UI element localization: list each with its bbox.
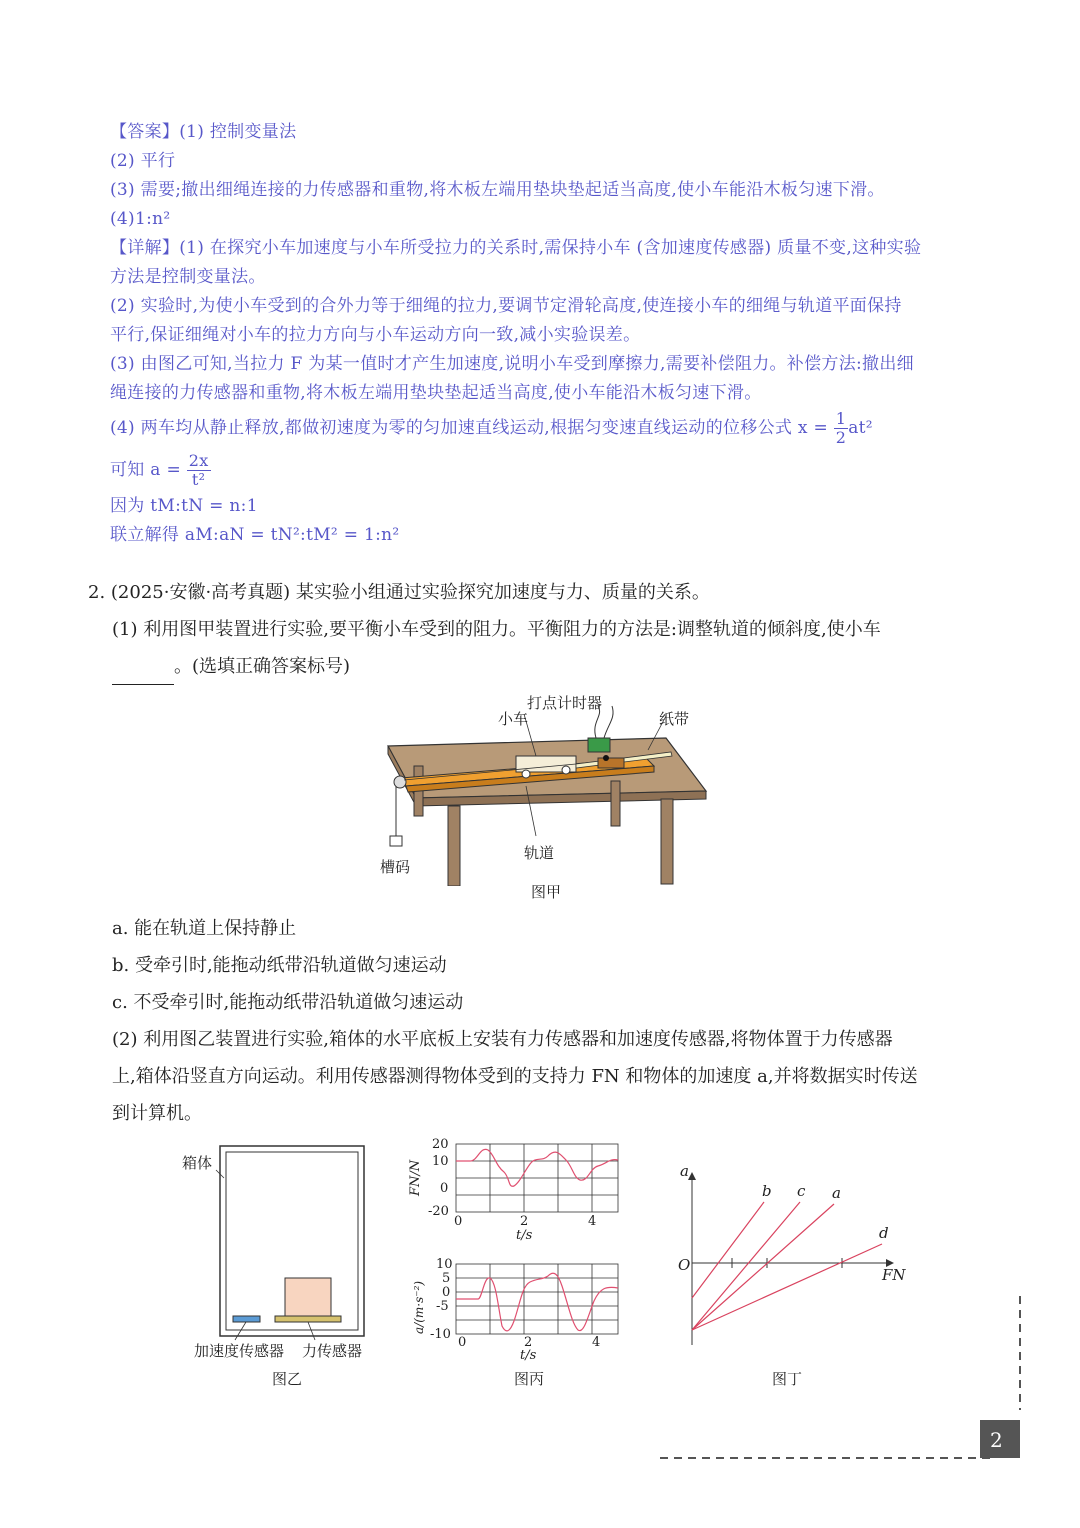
label-weight: 槽码 xyxy=(380,858,411,876)
detail-line-6: 因为 tM:tN = n:1 xyxy=(110,496,258,516)
label-box: 箱体 xyxy=(182,1154,213,1172)
detail-line-1b: 方法是控制变量法。 xyxy=(110,267,266,287)
question-part1-line2: 。(选填正确答案标号) xyxy=(88,648,1008,685)
top-ytick-3: 0 xyxy=(440,1181,449,1196)
bot-xtick-2: 2 xyxy=(524,1335,533,1350)
question-part2-line3: 到计算机。 xyxy=(112,1103,202,1124)
answer-block xyxy=(110,118,1000,550)
ding-origin-label: O xyxy=(678,1256,691,1274)
answer-blank[interactable] xyxy=(112,664,174,685)
label-timer: 打点计时器 xyxy=(527,694,603,712)
ding-line-b-label: b xyxy=(762,1182,772,1200)
question-2 xyxy=(88,574,1008,685)
figure-jia xyxy=(376,686,716,906)
page-number: 2 xyxy=(990,1428,1003,1452)
label-tape: 纸带 xyxy=(659,710,690,728)
ding-line-d-label: d xyxy=(879,1224,889,1242)
bot-xtick-0: 0 xyxy=(458,1335,467,1350)
caption-ding: 图丁 xyxy=(772,1370,803,1388)
ding-x-axis-label: FN xyxy=(882,1266,906,1284)
detail-line-4: (4) 两车均从静止释放,都做初速度为零的匀加速直线运动,根据匀变速直线运动的位移公式 x = $\frac{1}{2}$ at² xyxy=(110,409,873,447)
bot-xtick-4: 4 xyxy=(592,1335,601,1350)
answer-line-4: (4)1:n² xyxy=(110,209,171,229)
bot-ytick-1: 10 xyxy=(436,1257,453,1272)
label-force-sensor: 力传感器 xyxy=(302,1342,363,1360)
fraction-half: $\frac{1}{2}$ xyxy=(835,409,847,447)
top-ylabel: FN/N xyxy=(408,1159,423,1196)
top-ytick-4: -20 xyxy=(428,1204,449,1219)
caption-bing: 图丙 xyxy=(514,1370,545,1388)
detail-line-2a: (2) 实验时,为使小车受到的合外力等于细绳的拉力,要调节定滑轮高度,使连接小车的细绳与轨道平面保持 xyxy=(110,296,902,316)
ding-line-c-label: c xyxy=(797,1182,806,1200)
top-ytick-2: 10 xyxy=(432,1154,449,1169)
top-xtick-2: 2 xyxy=(520,1214,529,1229)
option-c: c. 不受牵引时,能拖动纸带沿轨道做匀速运动 xyxy=(112,992,464,1013)
question-part2-line1: (2) 利用图乙装置进行实验,箱体的水平底板上安装有力传感器和加速度传感器,将物体置于力传感器 xyxy=(112,1029,893,1050)
question-part1-line1: (1) 利用图甲装置进行实验,要平衡小车受到的阻力。平衡阻力的方法是:调整轨道的倾斜度,使小车 xyxy=(112,619,881,640)
ding-line-a-label: a xyxy=(832,1184,841,1202)
answer-line-3: (3) 需要;撤出细绳连接的力传感器和重物,将木板左端用垫块垫起适当高度,使小车能沿木板匀速下滑。 xyxy=(110,180,885,200)
top-xlabel: t/s xyxy=(516,1228,533,1243)
detail-line-5: 可知 a = $\frac{2x}{\text{t²}}$ xyxy=(110,451,209,489)
detail-line-3b: 绳连接的力传感器和重物,将木板左端用垫块垫起适当高度,使小车能沿木板匀速下滑。 xyxy=(110,383,762,403)
bot-ytick-4: -5 xyxy=(436,1299,449,1314)
answer-line-1: 【答案】(1) 控制变量法 xyxy=(110,122,297,142)
top-ytick-1: 20 xyxy=(432,1137,449,1152)
label-acc-sensor: 加速度传感器 xyxy=(194,1342,285,1360)
bot-ytick-3: 0 xyxy=(442,1285,451,1300)
caption-jia: 图甲 xyxy=(531,883,562,901)
option-a: a. 能在轨道上保持静止 xyxy=(112,918,297,939)
bot-ytick-2: 5 xyxy=(442,1271,451,1286)
detail-line-1a: 【详解】(1) 在探究小车加速度与小车所受拉力的关系时,需保持小车 (含加速度传感器) 质量不变,这种实验 xyxy=(110,238,922,258)
label-track: 轨道 xyxy=(524,844,555,862)
bot-xlabel: t/s xyxy=(520,1348,537,1363)
detail-line-2b: 平行,保证细绳对小车的拉力方向与小车运动方向一致,减小实验误差。 xyxy=(110,325,641,345)
bot-ytick-5: -10 xyxy=(430,1327,451,1342)
question-header: 2. (2025·安徽·高考真题) 某实验小组通过实验探究加速度与力、质量的关系。 xyxy=(88,582,710,603)
top-xtick-0: 0 xyxy=(454,1214,463,1229)
option-b: b. 受牵引时,能拖动纸带沿轨道做匀速运动 xyxy=(112,955,447,976)
figure-yi xyxy=(180,1140,380,1390)
bot-ylabel: a/(m·s⁻²) xyxy=(412,1280,426,1334)
top-xtick-4: 4 xyxy=(588,1214,597,1229)
detail-line-3a: (3) 由图乙可知,当拉力 F 为某一值时才产生加速度,说明小车受到摩擦力,需要补偿阻力。补偿方法:撤出细 xyxy=(110,354,914,374)
answer-line-2: (2) 平行 xyxy=(110,151,176,171)
label-cart: 小车 xyxy=(498,710,529,728)
fraction-2x-t2: $\frac{2x}{\text{t²}}$ xyxy=(188,451,209,489)
question-options xyxy=(112,910,1012,1132)
caption-yi: 图乙 xyxy=(272,1370,303,1388)
ding-y-axis-label: a xyxy=(680,1162,689,1180)
question-part2-line2: 上,箱体沿竖直方向运动。利用传感器测得物体受到的支持力 FN 和物体的加速度 a,并将数据实时传送 xyxy=(112,1066,918,1087)
detail-line-7: 联立解得 aM:aN = tN²:tM² = 1:n² xyxy=(110,525,400,545)
figure-bing xyxy=(408,1136,630,1390)
